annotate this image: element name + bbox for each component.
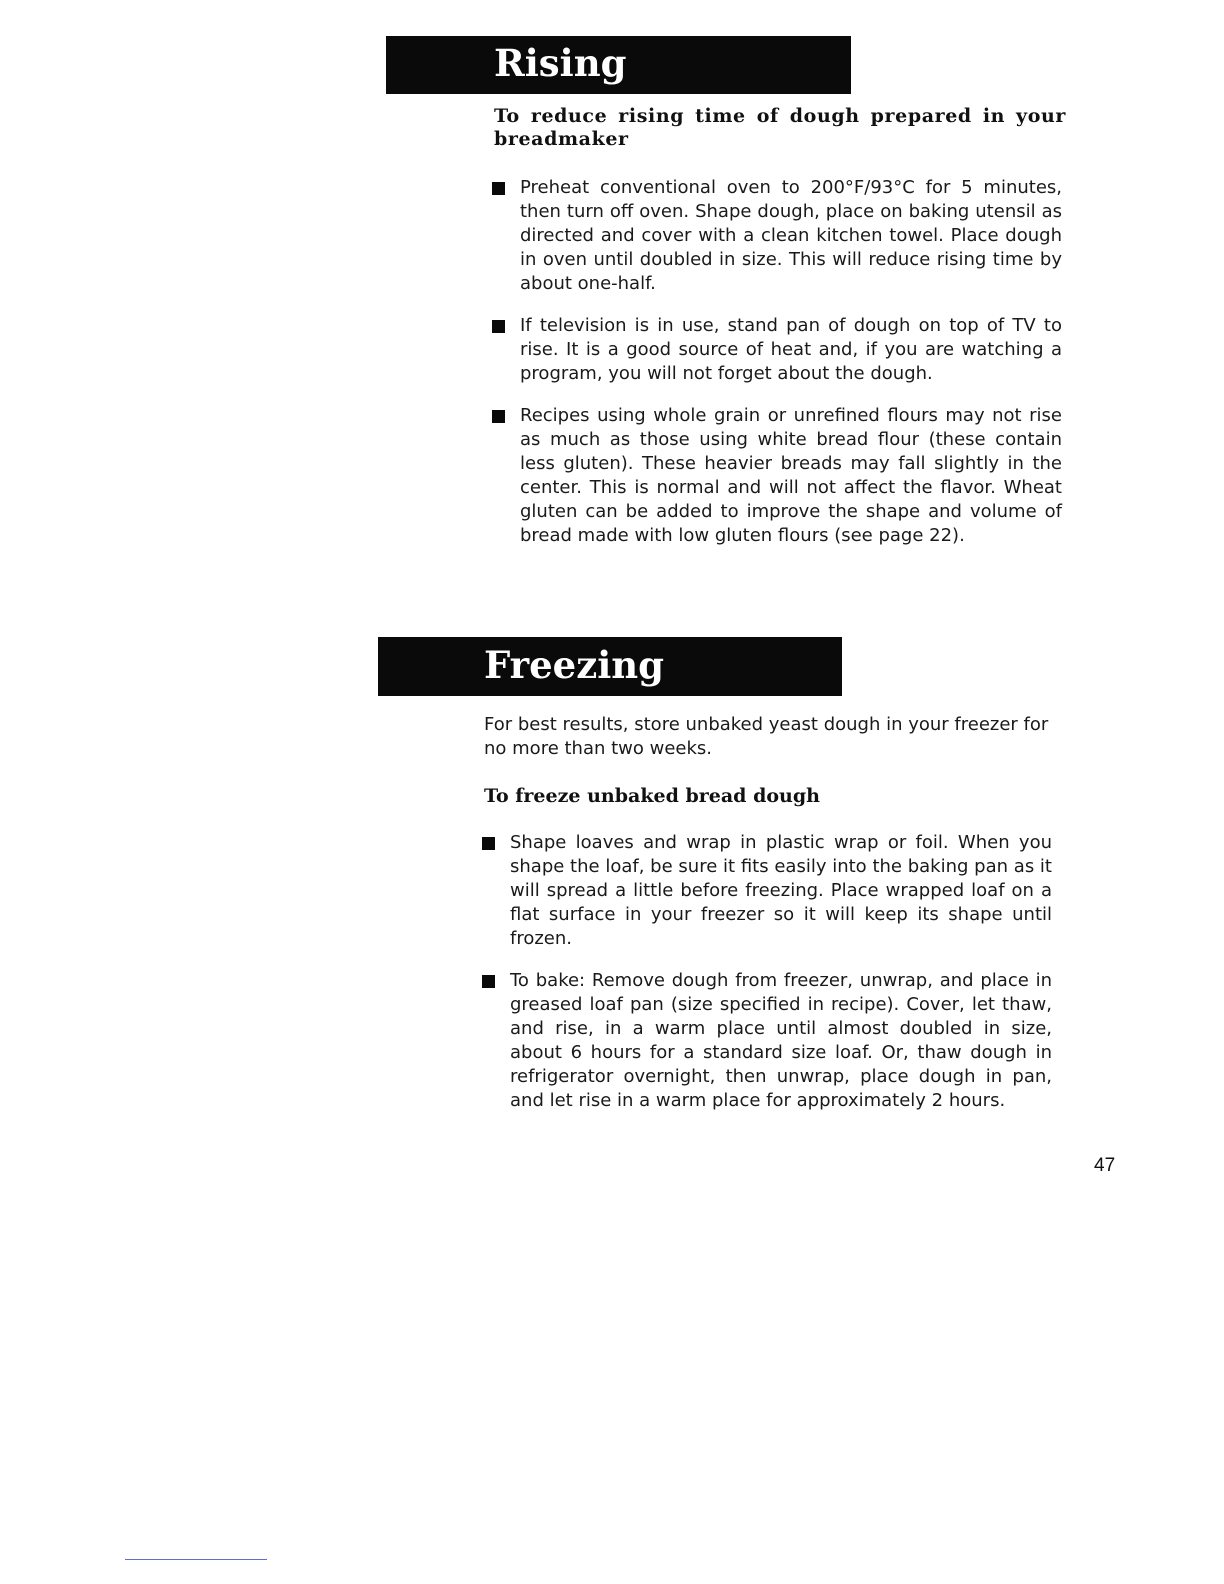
square-bullet-icon [492, 320, 505, 333]
list-item [492, 176, 1062, 296]
bullet-text: Shape loaves and wrap in plastic wrap or foil. When you shape the loaf, be sure it fits easily into the baking pan as it will spread a little before freezing. Place wrapped loaf on a flat surface in your freezer so it will keep its shape until frozen. [510, 832, 1052, 949]
freezing-section-banner [378, 637, 842, 696]
freezing-subheading: To freeze unbaked bread dough [484, 785, 820, 807]
freezing-bullet-list [482, 831, 1052, 1131]
footer-rule [125, 1559, 267, 1560]
list-item [492, 404, 1062, 548]
bullet-text: To bake: Remove dough from freezer, unwrap, and place in greased loaf pan (size specified in recipe). Cover, let thaw, and rise, in a warm place until almost doubled in size, about 6 hours for a standard size loaf. Or, thaw dough in refrigerator overnight, then unwrap, place dough in pan, and let rise in a warm place for approximately 2 hours. [510, 970, 1052, 1111]
bullet-text: If television is in use, stand pan of dough on top of TV to rise. It is a good source of heat and, if you are watching a program, you will not forget about the dough. [520, 315, 1062, 384]
bullet-text: Preheat conventional oven to 200°F/93°C for 5 minutes, then turn off oven. Shape dough, place on baking utensil as directed and cover with a clean kitchen towel. Place dough in oven until doubled in size. This will reduce rising time by about one-half. [520, 177, 1062, 294]
bullet-text: Recipes using whole grain or unrefined flours may not rise as much as those using white bread flour (these contain less gluten). These heavier breads may fall slightly in the center. This is normal and will not affect the flavor. Wheat gluten can be added to improve the shape and volume of bread made with low gluten flours (see page 22). [520, 405, 1062, 546]
square-bullet-icon [482, 975, 495, 988]
rising-subheading: To reduce rising time of dough prepared in your breadmaker [494, 105, 1066, 150]
freezing-title: Freezing [484, 643, 665, 687]
rising-section-banner [386, 36, 851, 94]
list-item [492, 314, 1062, 386]
square-bullet-icon [492, 182, 505, 195]
list-item [482, 969, 1052, 1113]
rising-bullet-list [492, 176, 1062, 566]
rising-title: Rising [494, 41, 627, 85]
square-bullet-icon [482, 837, 495, 850]
square-bullet-icon [492, 410, 505, 423]
page-number: 47 [1094, 1155, 1116, 1176]
list-item [482, 831, 1052, 951]
freezing-intro-paragraph: For best results, store unbaked yeast dough in your freezer for no more than two weeks. [484, 714, 1049, 759]
